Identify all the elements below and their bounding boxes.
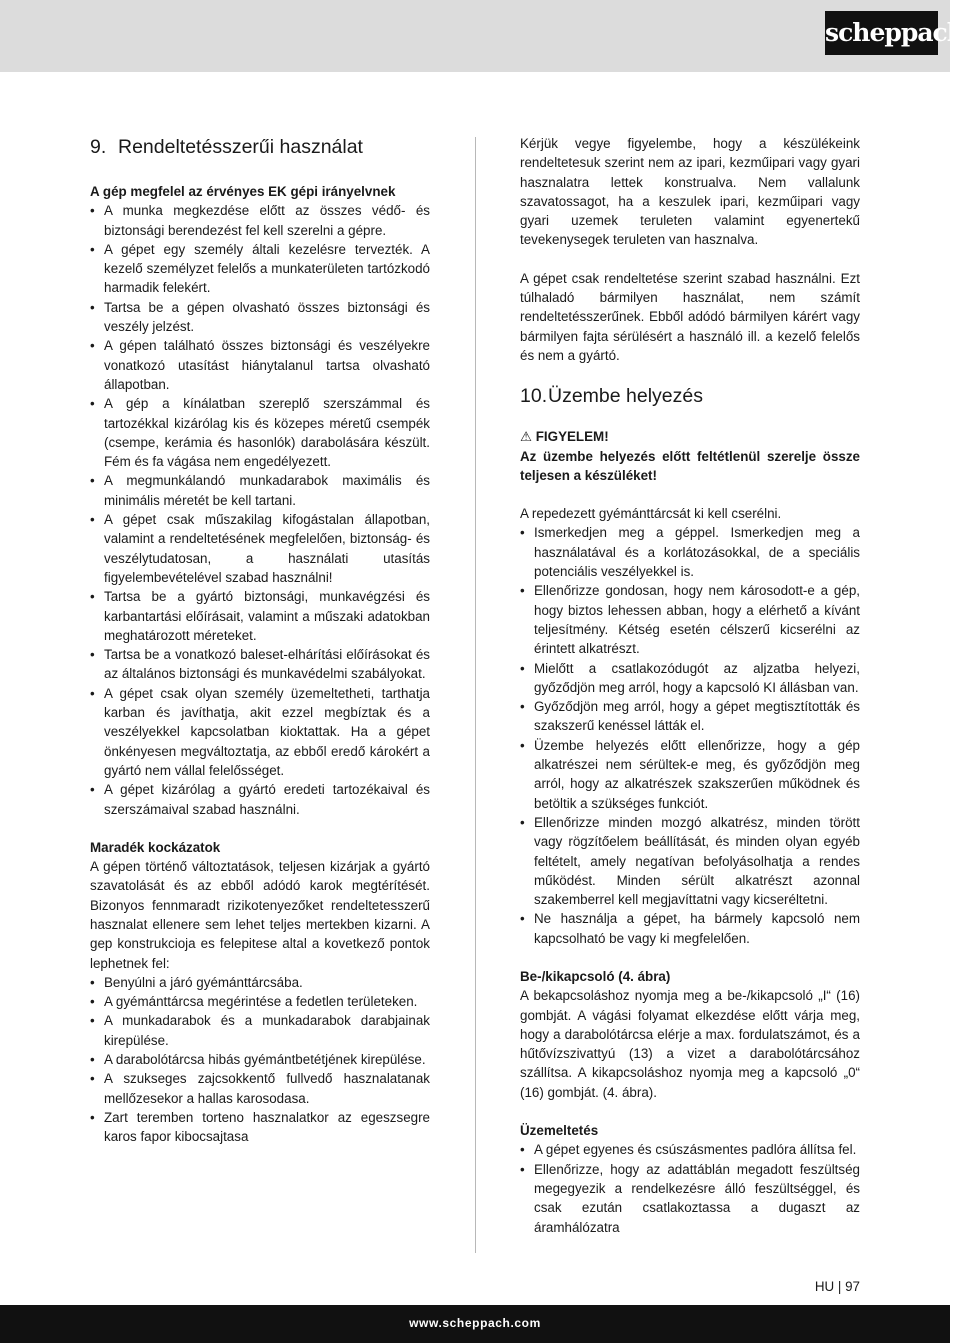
usage-note-paragraph: Kérjük vegye figyelembe, hogy a készülékeink rendeltetesuk szerint nem az ipari, kezműipari vagy gyari hasznalatra lettek konstrualva. Nem vallalunk szavatossagot, ha a keszulek ipari, kezműipari vagy gyari uzemek teruleten valamint egyenertekű tevekenysegek teruleten van hasznalva. [520,136,860,248]
heading-number: 9. [90,136,107,158]
warning-title [520,427,860,446]
list-item: • Zart teremben torteno hasznalatkor az egeszsegre karos fapor kibocsajtasa [90,1108,430,1147]
list-item: • A gépet csak olyan személy üzemeltetheti, tarthatja karban és javíthatja, akit ezzel megbíztak és a veszélyekkel kapcsolatban kioktattak. Ha a gépet önkényesen megváltoztatja, az ebből eredő károkért a gyártó nem vállal felelősséget. [90,684,430,780]
list-item: • Győződjön meg arról, hogy a gépet megtisztították és szakszerű kenéssel látták el. [520,697,860,736]
commissioning-list [520,523,860,948]
list-item: • Mielőtt a csatlakozódugót az aljzatba helyezi, győződjön meg arról, hogy a kapcsoló KI állásban van. [520,659,860,698]
switch-subheading: Be-/kikapcsoló (4. ábra) [520,968,671,984]
residual-risks-subheading: Maradék kockázatok [90,839,221,855]
operation-subheading: Üzemeltetés [520,1123,599,1139]
brand-logo: scheppach [825,11,938,55]
list-item: • Tartsa be a gépen olvasható összes biztonsági és veszély jelzést. [90,298,430,337]
list-item: • A munkadarabok és a munkadarabok darabjainak kirepülése. [90,1011,430,1050]
residual-risks-paragraph: A gépen történő változtatások, teljesen kizárjak a gyártó szavatolását és az ebből adódó karok megtérítését. Bizonyos fennmaradt rizikotenyezőket rendeltetesszerű hasznalat ellenere sem lehet teljes mertekben kizarni. A gep konstrukcioja es felepitese altal a kovetkező pontok lephetnek fel: [90,859,430,971]
list-item: • Ellenőrizze gondosan, hogy nem károsodott-e a gép, hogy biztos lehessen abban, hogy a elérhető a kívánt teljesítmény. Kétség esetén célszerű kicserélni az érintett alkatrészt. [520,581,860,658]
right-column [520,134,860,1237]
list-item: • A munka megkezdése előtt az összes védő- és biztonsági berendezést fel kell szerelni a gépre. [90,201,430,240]
list-item: • Ismerkedjen meg a géppel. Ismerkedjen meg a használatával és a korlátozásokkal, de a speciális potenciális veszélyekkel is. [520,523,860,581]
warning-icon: ⚠ [520,429,533,445]
intended-purpose-paragraph: A gépet csak rendeltetése szerint szabad használni. Ezt túlhaladó bármilyen használat, nem számít rendeltetésszerűnek. Ebből adódó bármilyen kárért vagy bármilyen fajta sérülésért a használó ill. a kezelő felelős és nem a gyártó. [520,270,860,363]
residual-risks-list [90,973,430,1147]
list-item: • Üzembe helyezés előtt ellenőrizze, hogy a gép alkatrészei nem sérültek-e meg, és győződjön meg arról, hogy az alkatrészek szakszerűen működnek és betöltik a szükséges funkciót. [520,736,860,813]
list-item: • Benyúlni a járó gyémánttárcsába. [90,973,430,992]
list-item: • Ne használja a gépet, ha bármely kapcsoló nem kapcsolható be vagy ki megfelelően. [520,909,860,948]
section-10-heading [520,383,860,409]
list-item: • A darabolótárcsa hibás gyémántbetétjének kirepülése. [90,1050,430,1069]
left-column [90,134,430,1147]
heading-number: 10. [520,385,548,408]
list-item: • Tartsa be a vonatkozó baleset-elhárítási előírásokat és az általános biztonsági és munkavédelmi szabályokat. [90,645,430,684]
list-item: • A gépet kizárólag a gyártó eredeti tartozékaival és szerszámaival szabad használni. [90,780,430,819]
heading-title: Üzembe helyezés [548,385,703,408]
list-item: • A szukseges zajcsokkentő fullvedő hasznalatanak mellőzesekor a hallas karosodasa. [90,1069,430,1108]
warning-text: Az üzembe helyezés előtt feltétlenül szerelje össze teljesen a készüléket! [520,448,860,483]
replace-blade-paragraph: A repedezett gyémánttárcsát ki kell cserélni. [520,506,782,522]
list-item: • A gyémánttárcsa megérintése a fedetlen területeken. [90,992,430,1011]
heading-title: Rendeltetésszerűi használat [118,136,363,158]
switch-paragraph: A bekapcsoláshoz nyomja meg a be-/kikapcsoló „I“ (16) gombját. A vágási folyamat elkezdése előtt várja meg, hogy a darabolótárcsa elérje a max. fordulatszámot, és a hűtővízszivattyú (13) a vizet a darabolótárcsához szállítsa. A kikapcsoláshoz nyomja meg a kapcsoló „0“ (16) gombját. (4. ábra). [520,988,860,1100]
list-item: • A gépet egyenes és csúszásmentes padlóra állítsa fel. [520,1140,860,1159]
list-item: • A gépen található összes biztonsági és veszélyekre vonatkozó utasítást hiánytalanul tartsa olvasható állapotban. [90,336,430,394]
list-item: • A megmunkálandó munkadarabok maximális és minimális méretét be kell tartani. [90,471,430,510]
footer-bar [0,1305,950,1343]
list-item: • A gépet csak műszakilag kifogástalan állapotban, valamint a rendeltetésének megfelelően, biztonság- és veszélytudatosan, a használati utasítás figyelembevételével szabad használni! [90,510,430,587]
footer-url[interactable]: www.scheppach.com [409,1316,541,1330]
list-item: • Tartsa be a gyártó biztonsági, munkavégzési és karbantartási előírásait, valamint a műszaki adatokban meghatározott méreteket. [90,587,430,645]
list-item: • A gép a kínálatban szereplő szerszámmal és tartozékkal kizárólag kis és közepes méretű csempék (csempe, kerámia és hasonlók) darabolására készült. Fém és fa vágása nem engedélyezett. [90,394,430,471]
warning-label: FIGYELEM! [535,429,609,445]
operation-list [520,1140,860,1236]
list-item: • A gépet egy személy általi kezelésre tervezték. A kezelő személyzet felelős a munkaterületen tartózkodó harmadik felekért. [90,240,430,298]
list-item: • Ellenőrizze, hogy az adattáblán megadott feszültség megegyezik a rendelkezésre álló feszültséggel, és csak ezután csatlakoztassa a dugaszt az áramhálózatra [520,1160,860,1237]
intended-use-list [90,201,430,819]
column-divider [475,137,476,1253]
intended-use-subheading: A gép megfelel az érvényes EK gépi irányelvnek [90,184,396,199]
section-9-heading [90,134,430,160]
header-bar [0,0,964,72]
list-item: • Ellenőrizze minden mozgó alkatrész, minden törött vagy rögzítőelem beállítását, és minden olyan egyéb feltételt, amely negatívan befolyásolhatja a rendes működést. Minden sérült alkatrészt azonnal szakemberrel kell megjavíttatni vagy kicseréltetni. [520,813,860,909]
page-number: HU | 97 [814,1279,860,1294]
